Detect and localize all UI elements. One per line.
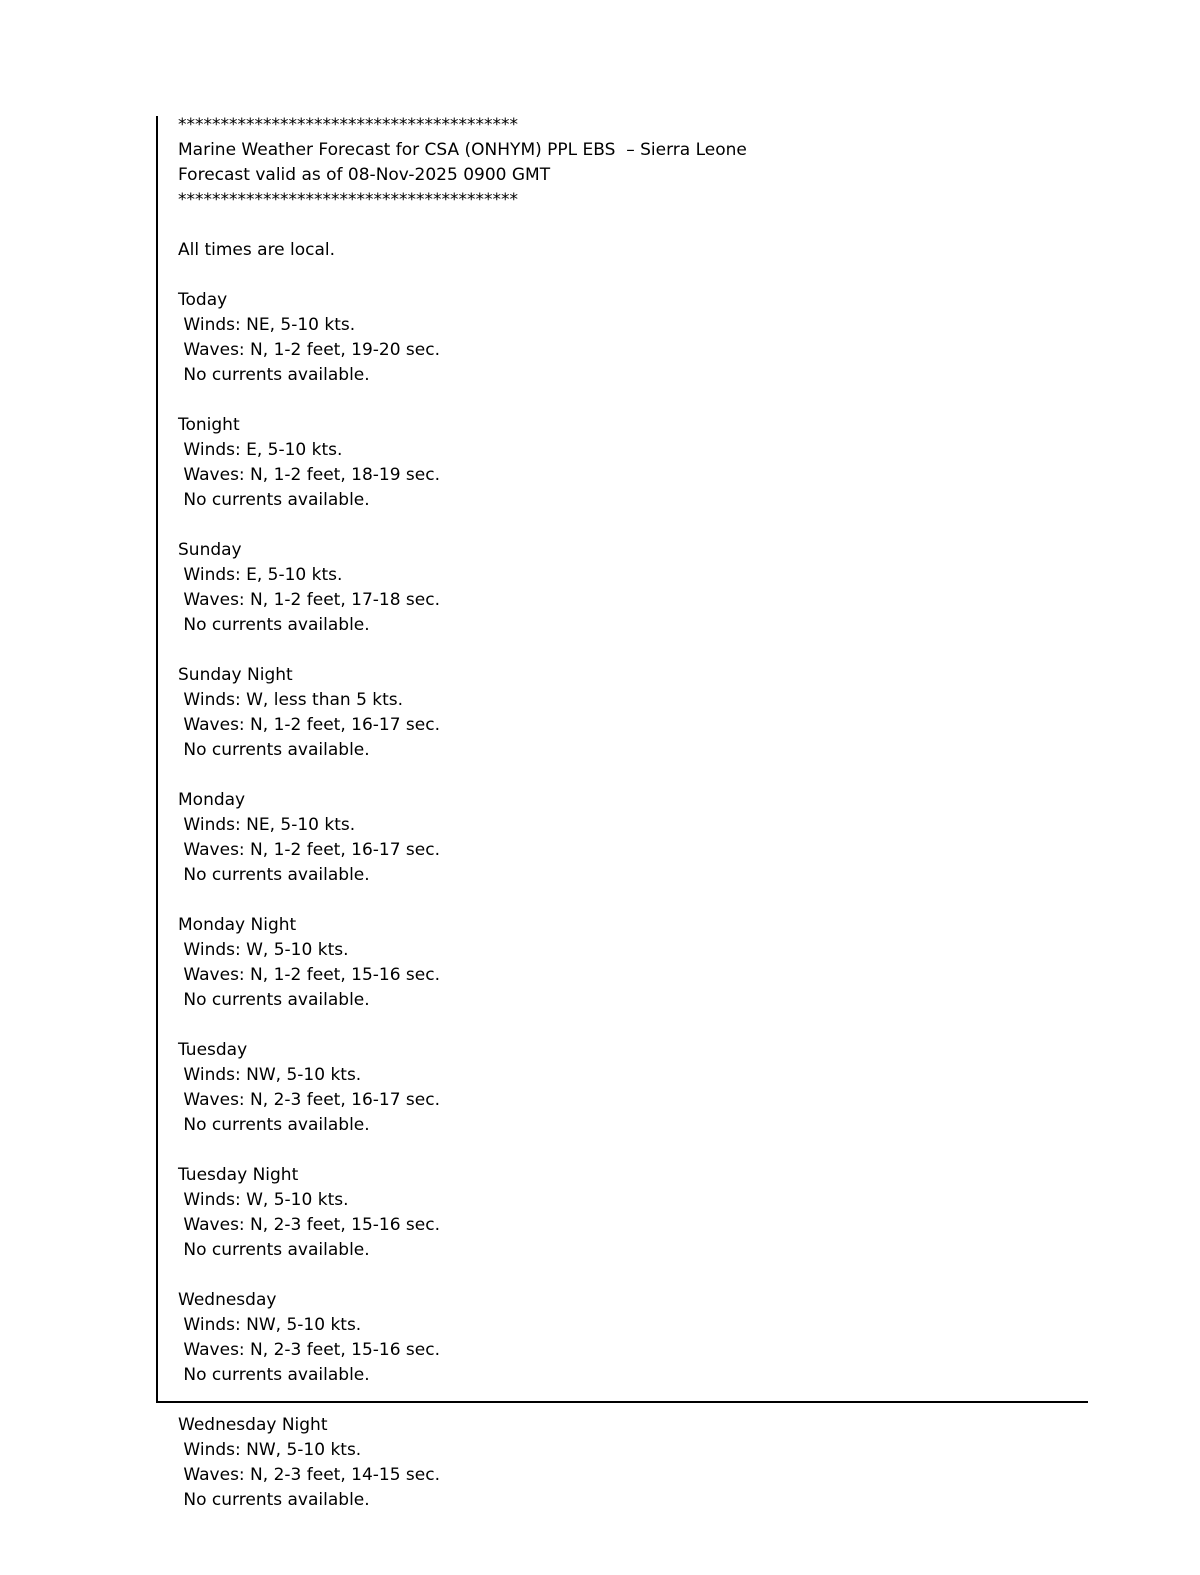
section-waves: Waves: N, 2-3 feet, 16-17 sec. — [178, 1090, 440, 1110]
section-winds: Winds: NW, 5-10 kts. — [178, 1440, 362, 1460]
section-waves: Waves: N, 1-2 feet, 15-16 sec. — [178, 965, 440, 985]
forecast-section-today — [178, 288, 1088, 388]
section-period: Today — [178, 290, 228, 310]
section-period: Tuesday Night — [178, 1165, 299, 1185]
forecast-section-wednesday — [178, 1288, 1088, 1388]
section-winds: Winds: NW, 5-10 kts. — [178, 1065, 362, 1085]
section-period: Wednesday Night — [178, 1415, 328, 1435]
section-winds: Winds: W, 5-10 kts. — [178, 940, 349, 960]
forecast-section-monday-night — [178, 913, 1088, 1013]
section-waves: Waves: N, 1-2 feet, 19-20 sec. — [178, 340, 440, 360]
section-currents: No currents available. — [178, 740, 370, 760]
section-waves: Waves: N, 2-3 feet, 15-16 sec. — [178, 1340, 440, 1360]
forecast-section-wednesday-night — [178, 1413, 1088, 1513]
section-currents: No currents available. — [178, 615, 370, 635]
section-period: Sunday — [178, 540, 242, 560]
forecast-section-tonight — [178, 413, 1088, 513]
section-currents: No currents available. — [178, 365, 370, 385]
section-currents: No currents available. — [178, 865, 370, 885]
section-waves: Waves: N, 1-2 feet, 17-18 sec. — [178, 590, 440, 610]
section-period: Monday Night — [178, 915, 297, 935]
section-winds: Winds: W, less than 5 kts. — [178, 690, 404, 710]
forecast-valid-line: Forecast valid as of 08-Nov-2025 0900 GMT — [178, 165, 551, 185]
forecast-title: Marine Weather Forecast for CSA (ONHYM) PPL EBS – Sierra Leone — [178, 140, 747, 160]
forecast-section-monday — [178, 788, 1088, 888]
section-period: Wednesday — [178, 1290, 277, 1310]
forecast-text-body — [158, 113, 1088, 1513]
section-winds: Winds: NE, 5-10 kts. — [178, 815, 356, 835]
section-winds: Winds: NW, 5-10 kts. — [178, 1315, 362, 1335]
section-waves: Waves: N, 1-2 feet, 18-19 sec. — [178, 465, 440, 485]
section-winds: Winds: W, 5-10 kts. — [178, 1190, 349, 1210]
divider-line-top: **************************************** — [178, 115, 518, 135]
section-currents: No currents available. — [178, 1115, 370, 1135]
divider-line-bottom: **************************************** — [178, 190, 518, 210]
section-currents: No currents available. — [178, 1240, 370, 1260]
forecast-section-tuesday-night — [178, 1163, 1088, 1263]
section-waves: Waves: N, 2-3 feet, 15-16 sec. — [178, 1215, 440, 1235]
section-winds: Winds: E, 5-10 kts. — [178, 440, 343, 460]
section-winds: Winds: E, 5-10 kts. — [178, 565, 343, 585]
section-currents: No currents available. — [178, 1365, 370, 1385]
section-waves: Waves: N, 1-2 feet, 16-17 sec. — [178, 715, 440, 735]
forecast-section-tuesday — [178, 1038, 1088, 1138]
section-period: Monday — [178, 790, 246, 810]
forecast-section-sunday — [178, 538, 1088, 638]
section-period: Tonight — [178, 415, 240, 435]
forecast-section-sunday-night — [178, 663, 1088, 763]
section-waves: Waves: N, 2-3 feet, 14-15 sec. — [178, 1465, 440, 1485]
section-currents: No currents available. — [178, 490, 370, 510]
section-period: Sunday Night — [178, 665, 293, 685]
section-currents: No currents available. — [178, 1490, 370, 1510]
section-period: Tuesday — [178, 1040, 248, 1060]
section-currents: No currents available. — [178, 990, 370, 1010]
section-winds: Winds: NE, 5-10 kts. — [178, 315, 356, 335]
times-note: All times are local. — [178, 240, 336, 260]
section-waves: Waves: N, 1-2 feet, 16-17 sec. — [178, 840, 440, 860]
